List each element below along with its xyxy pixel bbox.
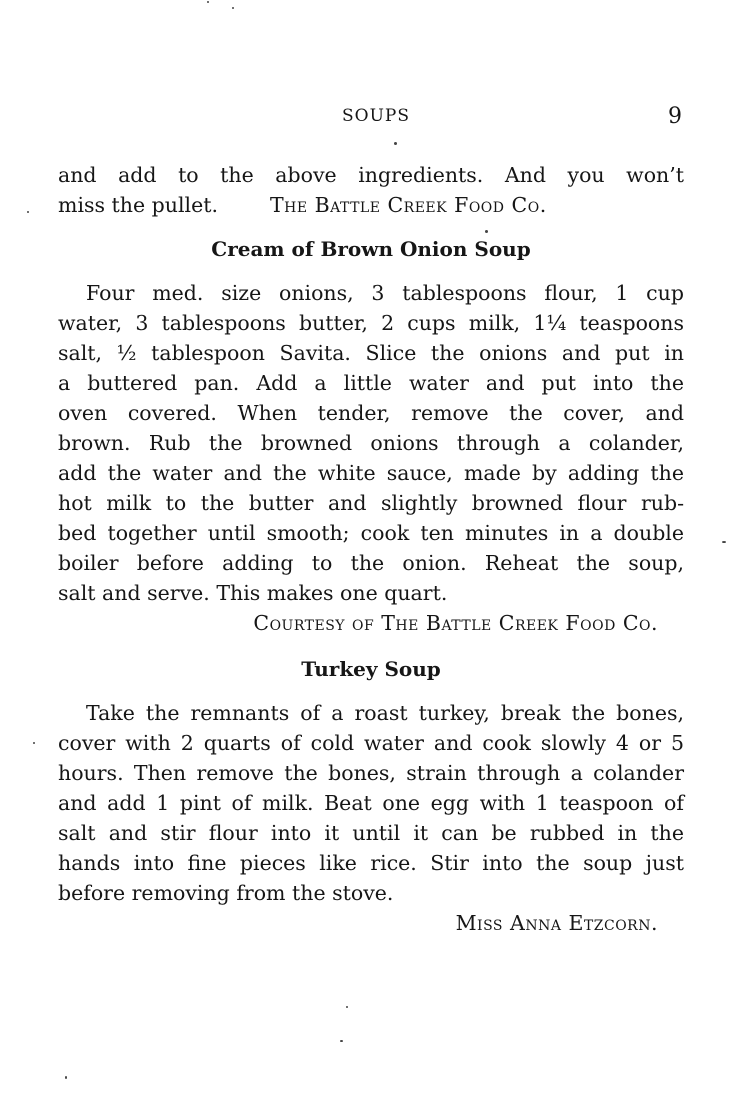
text-line: brown. Rub the browned onions through a colander, (58, 431, 684, 455)
text-line: salt and stir flour into it until it can be rubbed in the (58, 821, 684, 845)
page-body (58, 160, 684, 938)
running-head (0, 104, 750, 130)
text-line: and add to the above ingredients. And you won’t (58, 163, 684, 187)
text-line-with-credit (58, 190, 684, 220)
text-line: hours. Then remove the bones, strain through a colander (58, 761, 684, 785)
print-speck (346, 1006, 348, 1008)
text-line: oven covered. When tender, remove the cover, and (58, 401, 684, 425)
print-speck (33, 742, 35, 744)
text-line: salt, ½ tablespoon Savita. Slice the onions and put in (58, 341, 684, 365)
text-line: cover with 2 quarts of cold water and cook slowly 4 or 5 (58, 731, 684, 755)
text-line: Four med. size onions, 3 tablespoons flour, 1 cup (86, 281, 684, 305)
recipe-title-cream-of-brown-onion-soup: Cream of Brown Onion Soup (211, 237, 531, 261)
print-speck (722, 541, 726, 543)
text-line: hot milk to the butter and slightly browned flour rub- (58, 491, 684, 515)
text-line: miss the pullet. (58, 193, 218, 217)
print-speck (207, 1, 209, 3)
page-number: 9 (668, 104, 682, 129)
print-speck (485, 230, 488, 233)
text-line: boiler before adding to the onion. Reheat the soup, (58, 551, 684, 575)
recipe-body-turkey-soup (58, 698, 684, 938)
continuation-paragraph (58, 160, 684, 220)
running-title: SOUPS (342, 106, 410, 126)
print-speck (340, 1040, 343, 1042)
recipe-body-cream-of-brown-onion-soup (58, 278, 684, 638)
print-speck (65, 1076, 67, 1079)
print-speck (232, 7, 234, 9)
text-line: Take the remnants of a roast turkey, break the bones, (86, 701, 684, 725)
continuation-credit: The Battle Creek Food Co. (269, 193, 547, 217)
text-line: water, 3 tablespoons butter, 2 cups milk, 1¼ teaspoons (58, 311, 684, 335)
text-line: salt and serve. This makes one quart. (58, 581, 448, 605)
text-line: hands into fine pieces like rice. Stir into the soup just (58, 851, 684, 875)
print-speck (394, 142, 397, 145)
recipe-title-turkey-soup: Turkey Soup (301, 657, 441, 681)
recipe-credit-turkey-soup: Miss Anna Etzcorn. (455, 911, 658, 935)
recipe-credit-cream-of-brown-onion-soup: Courtesy of The Battle Creek Food Co. (253, 611, 658, 635)
text-line: and add 1 pint of milk. Beat one egg with 1 teaspoon of (58, 791, 684, 815)
text-line: add the water and the white sauce, made by adding the (58, 461, 684, 485)
text-line: a buttered pan. Add a little water and put into the (58, 371, 684, 395)
text-line: before removing from the stove. (58, 881, 394, 905)
text-line: bed together until smooth; cook ten minutes in a double (58, 521, 684, 545)
print-speck (27, 211, 29, 213)
